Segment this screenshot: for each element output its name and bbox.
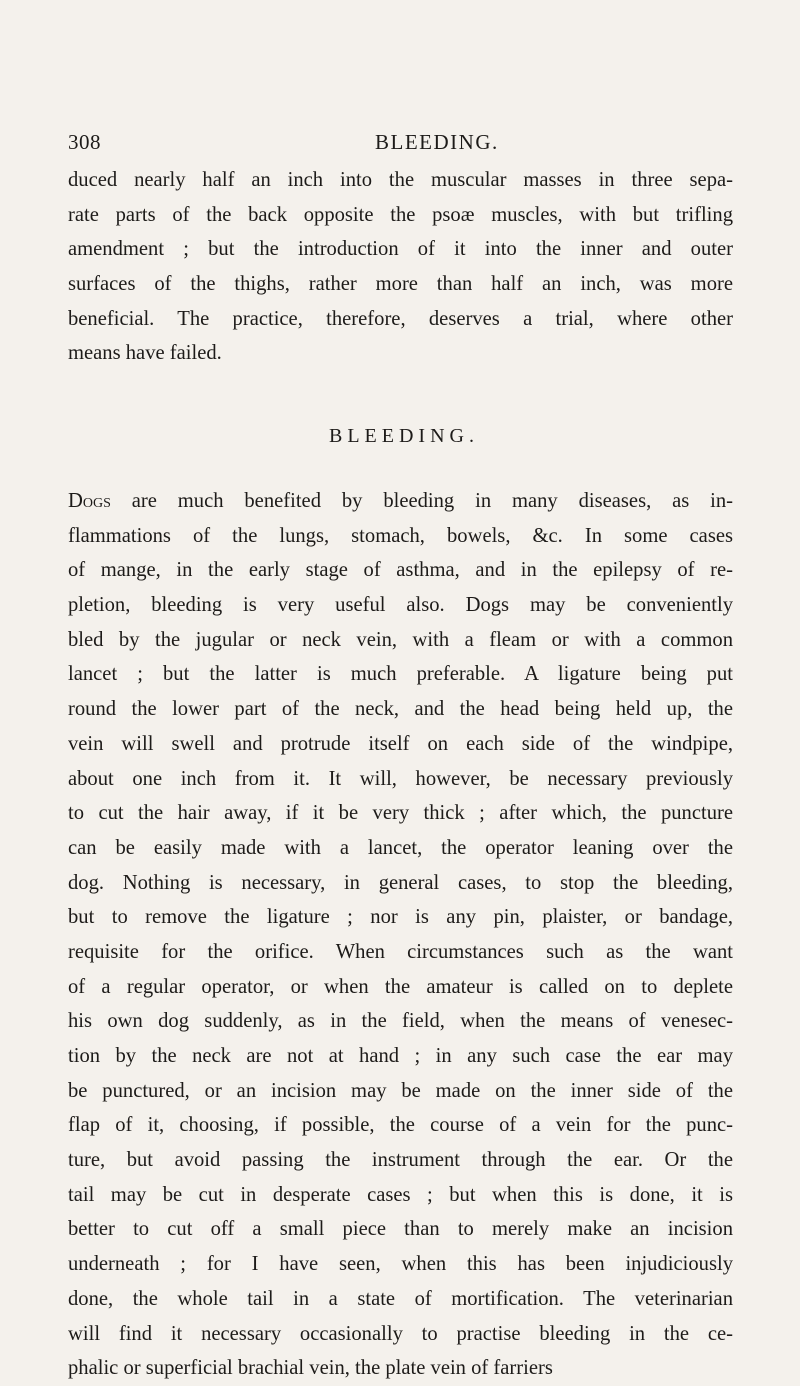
- text-line: underneath ; for I have seen, when this has been injudiciously: [68, 1253, 733, 1276]
- text-line: amendment ; but the introduction of it into the inner and outer: [68, 238, 733, 261]
- text-line: round the lower part of the neck, and the head being held up, the: [68, 698, 733, 721]
- text-line: be punctured, or an incision may be made on the inner side of the: [68, 1079, 733, 1102]
- text-line: [68, 484, 733, 519]
- text-line: tail may be cut in desperate cases ; but when this is done, it is: [68, 1183, 733, 1206]
- text-line: dog. Nothing is necessary, in general cases, to stop the bleeding,: [68, 871, 733, 894]
- text-line: vein will swell and protrude itself on each side of the windpipe,: [68, 732, 733, 755]
- lead-word: Dogs: [68, 490, 111, 512]
- text-line: can be easily made with a lancet, the operator leaning over the: [68, 836, 733, 859]
- text-line: flap of it, choosing, if possible, the course of a vein for the punc-: [68, 1114, 733, 1137]
- text-line: means have failed.: [68, 342, 222, 365]
- text-line: rate parts of the back opposite the psoæ muscles, with but trifling: [68, 203, 733, 226]
- text-line: about one inch from it. It will, however, be necessary previously: [68, 767, 733, 790]
- text-line: tion by the neck are not at hand ; in any such case the ear may: [68, 1045, 733, 1067]
- running-head: [68, 124, 732, 158]
- text-line: his own dog suddenly, as in the field, when the means of venesec-: [68, 1010, 733, 1033]
- paragraph-continuation: [68, 163, 733, 371]
- text-line: lancet ; but the latter is much preferable. A ligature being put: [68, 663, 733, 686]
- text-line: requisite for the orifice. When circumstances such as the want: [68, 940, 733, 963]
- text-line: ture, but avoid passing the instrument through the ear. Or the: [68, 1149, 733, 1172]
- text-line: done, the whole tail in a state of mortification. The veterinarian: [68, 1287, 733, 1310]
- text-line: pletion, bleeding is very useful also. Dogs may be conveniently: [68, 594, 733, 617]
- text-line: phalic or superficial brachial vein, the plate vein of farriers: [68, 1357, 553, 1380]
- text-line: of a regular operator, or when the amateur is called on to deplete: [68, 975, 733, 998]
- paragraph-bleeding: [68, 484, 733, 1386]
- text-line: to cut the hair away, if it be very thick ; after which, the puncture: [68, 802, 733, 825]
- text-line: bled by the jugular or neck vein, with a fleam or with a common: [68, 628, 733, 651]
- text-line: flammations of the lungs, stomach, bowels, &c. In some cases: [68, 524, 733, 547]
- text-line: surfaces of the thighs, rather more than half an inch, was more: [68, 273, 733, 296]
- text-line: duced nearly half an inch into the muscular masses in three sepa-: [68, 169, 733, 191]
- text-line: will find it necessary occasionally to practise bleeding in the ce-: [68, 1322, 733, 1345]
- page-number: 308: [68, 130, 101, 154]
- text-line: beneficial. The practice, therefore, deserves a trial, where other: [68, 307, 733, 330]
- text-line: better to cut off a small piece than to merely make an incision: [68, 1218, 733, 1241]
- text-line: but to remove the ligature ; nor is any pin, plaister, or bandage,: [68, 906, 733, 929]
- section-heading: BLEEDING.: [329, 425, 479, 447]
- text-line-rest: are much benefited by bleeding in many diseases, as in-: [110, 490, 733, 512]
- running-title: BLEEDING.: [375, 130, 499, 154]
- text-line: of mange, in the early stage of asthma, and in the epilepsy of re-: [68, 559, 733, 582]
